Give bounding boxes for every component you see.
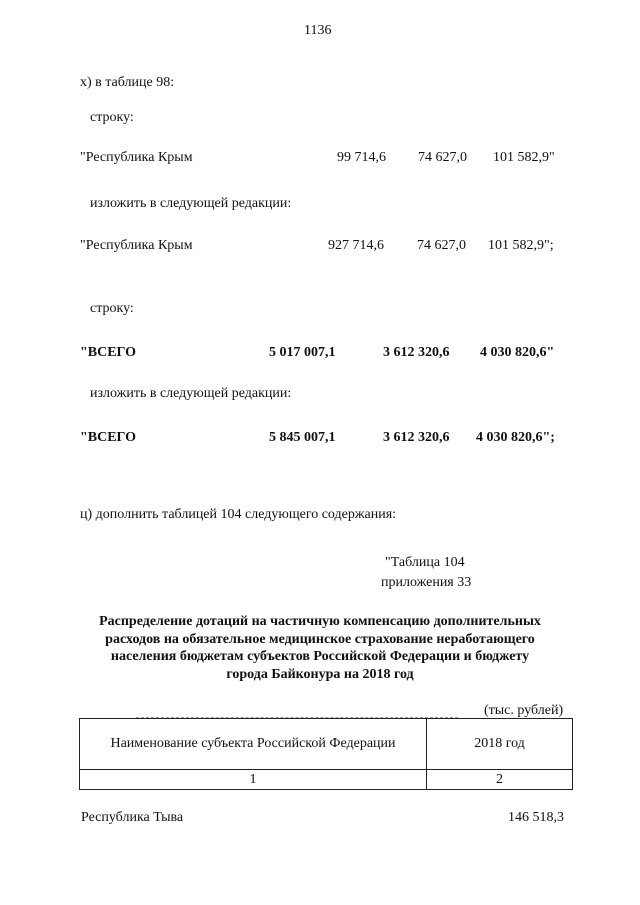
col2-num: 2 <box>427 770 573 790</box>
old-row-2-v1: 5 017 007,1 <box>269 345 336 360</box>
old-row-1-v2: 74 627,0 <box>418 150 467 165</box>
col1-num: 1 <box>80 770 427 790</box>
title-line-2: расходов на обязательное медицинское страхование неработающего <box>105 631 535 647</box>
col1-header: Наименование субъекта Российской Федерации <box>80 719 427 770</box>
old-row-1-name: "Республика Крым <box>80 150 193 165</box>
old-row-2-v3: 4 030 820,6" <box>480 345 555 360</box>
title-line-3: населения бюджетам субъектов Российской Федерации и бюджету <box>110 649 530 664</box>
col2-header: 2018 год <box>427 719 573 770</box>
data-row-name: Республика Тыва <box>81 810 184 825</box>
new-row-1-v1: 927 714,6 <box>328 238 384 253</box>
table-title <box>60 613 580 683</box>
page-number: 1136 <box>304 23 332 38</box>
table-ref-line2: приложения 33 <box>381 575 472 590</box>
new-row-1-v3: 101 582,9"; <box>488 238 554 253</box>
title-line-4: города Байконура на 2018 год <box>226 666 414 682</box>
new-row-2-v3: 4 030 820,6"; <box>476 430 555 445</box>
row-label-1: строку: <box>90 110 134 125</box>
replace-label-2: изложить в следующей редакции: <box>90 386 292 401</box>
table-ref-line1: "Таблица 104 <box>385 555 465 570</box>
header-table <box>79 718 573 790</box>
new-row-2-v1: 5 845 007,1 <box>269 430 336 445</box>
new-row-1-v2: 74 627,0 <box>417 238 466 253</box>
title-line-1: Распределение дотаций на частичную компенсацию дополнительных <box>99 614 541 629</box>
old-row-1-v3: 101 582,9" <box>493 150 555 165</box>
row-label-2: строку: <box>90 301 134 316</box>
new-row-1-name: "Республика Крым <box>80 238 193 253</box>
old-row-2-v2: 3 612 320,6 <box>383 345 450 360</box>
item-ts: ц) дополнить таблицей 104 следующего содержания: <box>80 507 397 522</box>
new-row-2-v2: 3 612 320,6 <box>383 430 450 445</box>
units-label: (тыс. рублей) <box>484 703 564 718</box>
old-row-1-v1: 99 714,6 <box>337 150 386 165</box>
replace-label-1: изложить в следующей редакции: <box>90 196 292 211</box>
data-row-value: 146 518,3 <box>508 810 564 825</box>
item-x: х) в таблице 98: <box>80 75 175 90</box>
old-row-2-name: "ВСЕГО <box>80 345 137 360</box>
new-row-2-name: "ВСЕГО <box>80 430 137 445</box>
